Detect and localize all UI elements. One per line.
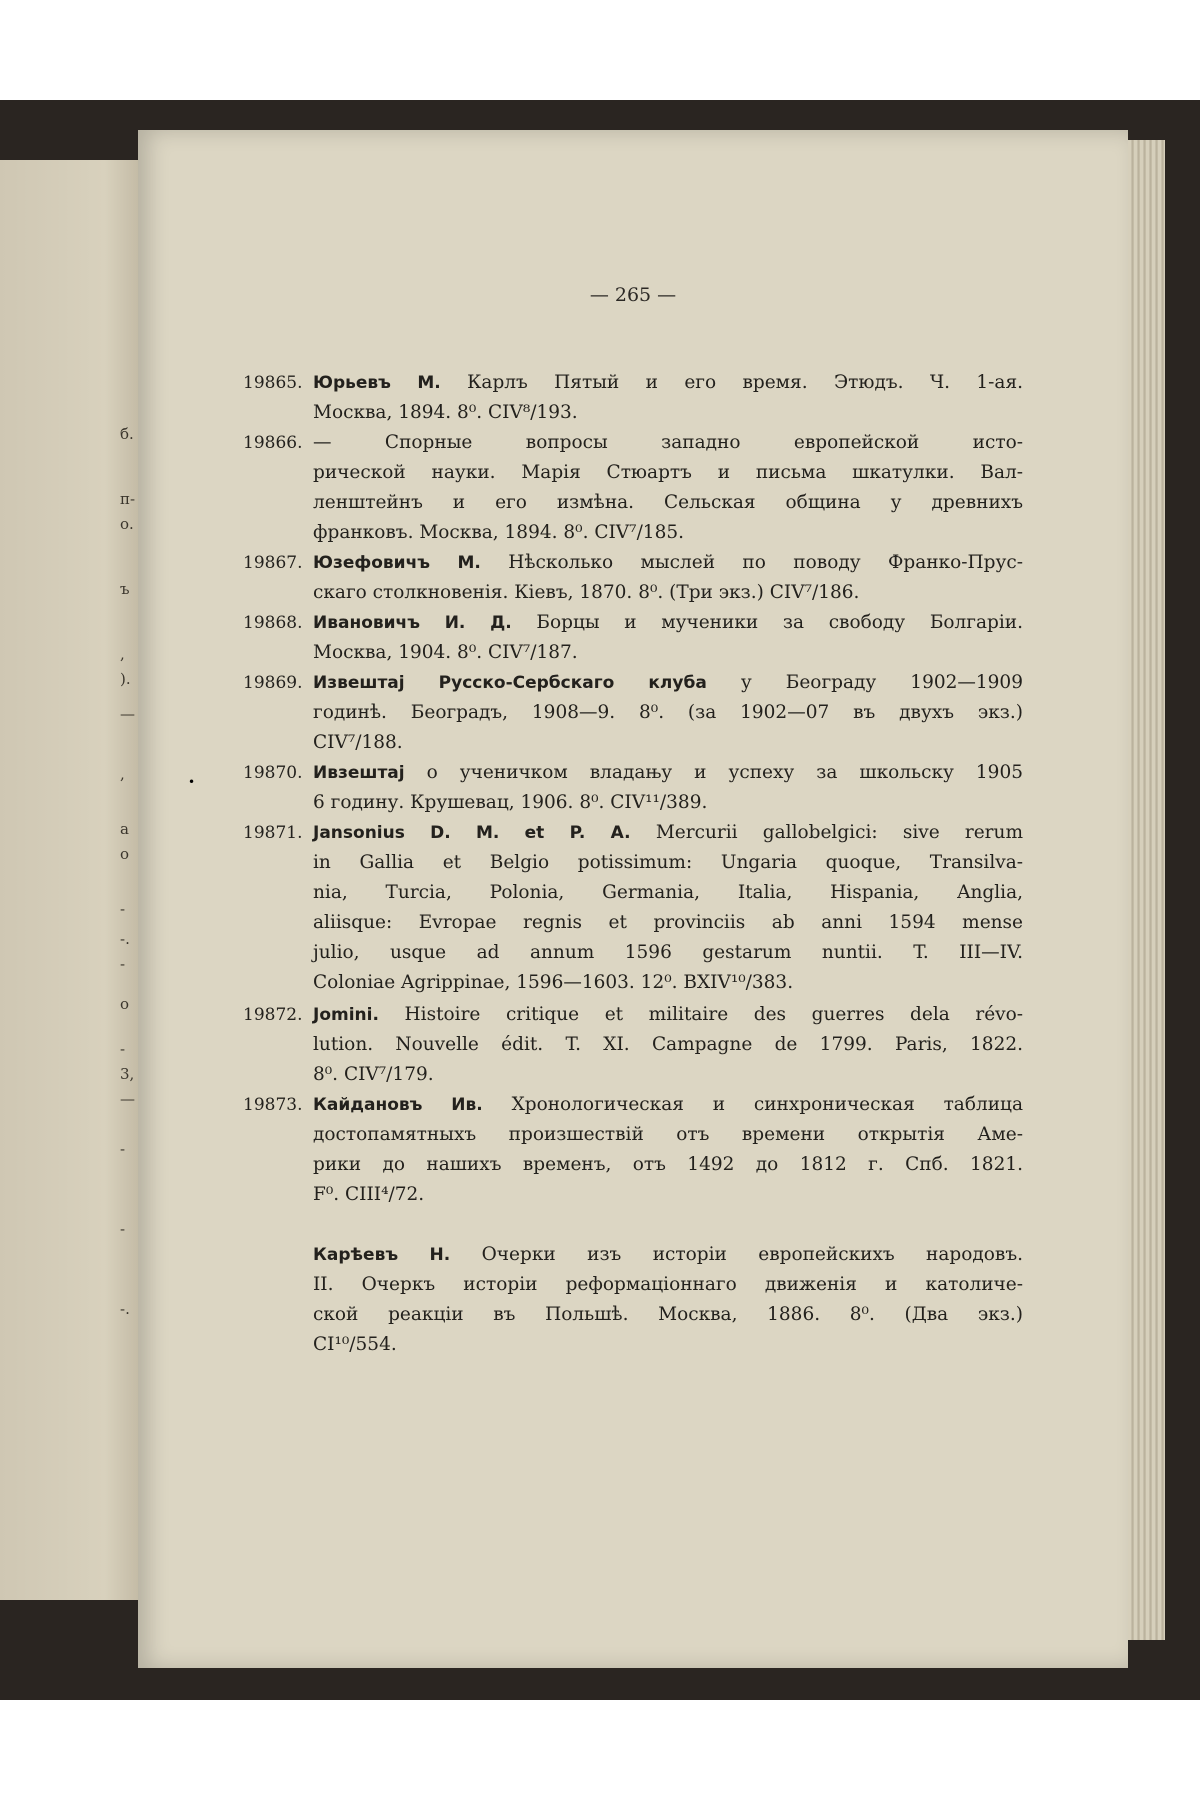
entry-text-line: CIV⁷/188. bbox=[313, 732, 403, 753]
left-page-fragment: - bbox=[120, 900, 126, 918]
entry-author: Jansonius D. M. et P. A. bbox=[313, 823, 631, 843]
left-page-fragment: о bbox=[120, 995, 130, 1013]
left-page-fragment: -. bbox=[120, 930, 130, 948]
book-page bbox=[138, 130, 1128, 1668]
left-page-fragment: — bbox=[120, 1090, 135, 1108]
entry-text-line: Борцы и мученики за свободу Болгаріи. bbox=[536, 612, 1024, 633]
left-page-fragment: - bbox=[120, 1220, 126, 1238]
catalog-entry bbox=[243, 818, 1023, 998]
entry-text-line: 8⁰. CIV⁷/179. bbox=[313, 1064, 434, 1085]
entry-text-line: Mercurii gallobelgici: sive rerum bbox=[655, 822, 1023, 843]
left-page-fragment: , bbox=[120, 645, 125, 663]
left-page-fragment: а bbox=[120, 820, 129, 838]
entry-text-line: Нѣсколько мыслей по поводу Франко-Прус- bbox=[508, 552, 1023, 573]
entry-number: 19870. bbox=[243, 763, 303, 783]
entry-text-line: F⁰. CIII⁴/72. bbox=[313, 1184, 425, 1205]
entry-text-line: Coloniae Agrippinae, 1596—1603. 12⁰. BXIV¹⁰/383. bbox=[313, 972, 794, 993]
entry-author: Извештај Русско-Сербскаго клуба bbox=[313, 673, 707, 693]
catalog-entry bbox=[243, 1090, 1023, 1210]
entry-author: Ивзештај bbox=[313, 763, 405, 783]
entry-text-line: in Gallia et Belgio potissimum: Ungaria quoque, Transilva- bbox=[313, 852, 1023, 873]
left-page-fragment: п- bbox=[120, 490, 136, 508]
entry-text-line: II. Очеркъ исторіи реформаціоннаго движенія и католиче- bbox=[313, 1274, 1023, 1295]
entry-number: 19865. bbox=[243, 373, 303, 393]
entry-text-line: aliisque: Evropae regnis et provinciis ab anni 1594 mense bbox=[313, 912, 1023, 933]
catalog-entry bbox=[243, 1000, 1023, 1090]
left-page-edge bbox=[0, 160, 150, 1600]
entry-text-line: Москва, 1904. 8⁰. CIV⁷/187. bbox=[313, 642, 578, 663]
left-page-fragment: — bbox=[120, 705, 135, 723]
left-page-fragment: , bbox=[120, 765, 125, 783]
photo-background bbox=[0, 100, 1200, 1700]
left-page-fragment: 3, bbox=[120, 1065, 135, 1083]
entry-text-line: Очерки изъ исторіи европейскихъ народовъ. bbox=[481, 1244, 1023, 1265]
entry-number: 19869. bbox=[243, 673, 303, 693]
entry-text-line: ленштейнъ и его измѣна. Сельская община у древнихъ bbox=[313, 492, 1023, 513]
left-page-fragment: - bbox=[120, 955, 126, 973]
left-page-fragment: ). bbox=[120, 670, 131, 688]
entry-author: Кайдановъ Ив. bbox=[313, 1095, 483, 1115]
entry-text-line: lution. Nouvelle édit. T. XI. Campagne de 1799. Paris, 1822. bbox=[313, 1034, 1023, 1055]
entry-text-line: CI¹⁰/554. bbox=[313, 1334, 397, 1355]
page-number: — 265 — bbox=[589, 284, 677, 306]
entry-number: 19867. bbox=[243, 553, 303, 573]
entry-author: Jomini. bbox=[313, 1005, 379, 1025]
entry-author: Юзефовичъ М. bbox=[313, 553, 481, 573]
entry-number: 19872. bbox=[243, 1005, 303, 1025]
entry-number: 19866. bbox=[243, 433, 303, 453]
left-page-fragment: - bbox=[120, 1140, 126, 1158]
entry-text-line: Хронологическая и синхроническая таблица bbox=[511, 1094, 1023, 1115]
entry-text-line: ской реакціи въ Польшѣ. Москва, 1886. 8⁰. (Два экз.) bbox=[313, 1304, 1023, 1325]
entry-author: Юрьевъ М. bbox=[313, 373, 441, 393]
catalog-entry bbox=[243, 608, 1023, 668]
entry-text-line: скаго столкновенія. Кіевъ, 1870. 8⁰. (Три экз.) CIV⁷/186. bbox=[313, 582, 860, 603]
ink-mark: • bbox=[188, 775, 196, 789]
entry-text-line: франковъ. Москва, 1894. 8⁰. CIV⁷/185. bbox=[313, 522, 684, 543]
entry-number: 19871. bbox=[243, 823, 303, 843]
left-page-fragment: о bbox=[120, 845, 130, 863]
left-page-fragment: о. bbox=[120, 515, 134, 533]
left-page-fragment: - bbox=[120, 1040, 126, 1058]
catalog-entry bbox=[243, 758, 1023, 818]
entry-text-line: Москва, 1894. 8⁰. CIV⁸/193. bbox=[313, 402, 578, 423]
entry-text-line: годинѣ. Београдъ, 1908—9. 8⁰. (за 1902—07 въ двухъ экз.) bbox=[313, 702, 1023, 723]
entry-text-line: Карлъ Пятый и его время. Этюдъ. Ч. 1-ая. bbox=[467, 372, 1024, 393]
entry-text-line: — Спорные вопросы западно европейской исто- bbox=[313, 432, 1023, 453]
entry-text-line: у Београду 1902—1909 bbox=[740, 672, 1023, 693]
catalog-entry bbox=[243, 368, 1023, 428]
left-page-fragment: ъ bbox=[120, 580, 130, 598]
entry-text-line: достопамятныхъ произшествій отъ времени открытія Аме- bbox=[313, 1124, 1023, 1145]
entry-number: 19868. bbox=[243, 613, 303, 633]
entry-text-line: 6 годину. Крушевац, 1906. 8⁰. CIV¹¹/389. bbox=[313, 792, 708, 813]
entry-text-line: julio, usque ad annum 1596 gestarum nuntii. T. III—IV. bbox=[313, 942, 1023, 963]
catalog-entry bbox=[243, 548, 1023, 608]
entry-number: 19873. bbox=[243, 1095, 303, 1115]
entry-text-line: рики до нашихъ временъ, отъ 1492 до 1812 г. Спб. 1821. bbox=[313, 1154, 1023, 1175]
left-page-fragment: -. bbox=[120, 1300, 130, 1318]
entry-text-line: Histoire critique et militaire des guerres dela révo- bbox=[404, 1004, 1023, 1025]
entry-author: Ивановичъ И. Д. bbox=[313, 613, 512, 633]
catalog-entry bbox=[243, 428, 1023, 548]
entry-text-line: о ученичком владању и успеху за школьску 1905 bbox=[426, 762, 1023, 783]
catalog-entry bbox=[243, 668, 1023, 758]
catalog-entry bbox=[243, 1240, 1023, 1360]
entry-text-line: nia, Turcia, Polonia, Germania, Italia, Hispania, Anglia, bbox=[313, 882, 1023, 903]
entry-author: Карѣевъ Н. bbox=[313, 1245, 451, 1265]
left-page-fragment: б. bbox=[120, 425, 134, 443]
entry-text-line: рической науки. Марія Стюартъ и письма шкатулки. Вал- bbox=[313, 462, 1023, 483]
